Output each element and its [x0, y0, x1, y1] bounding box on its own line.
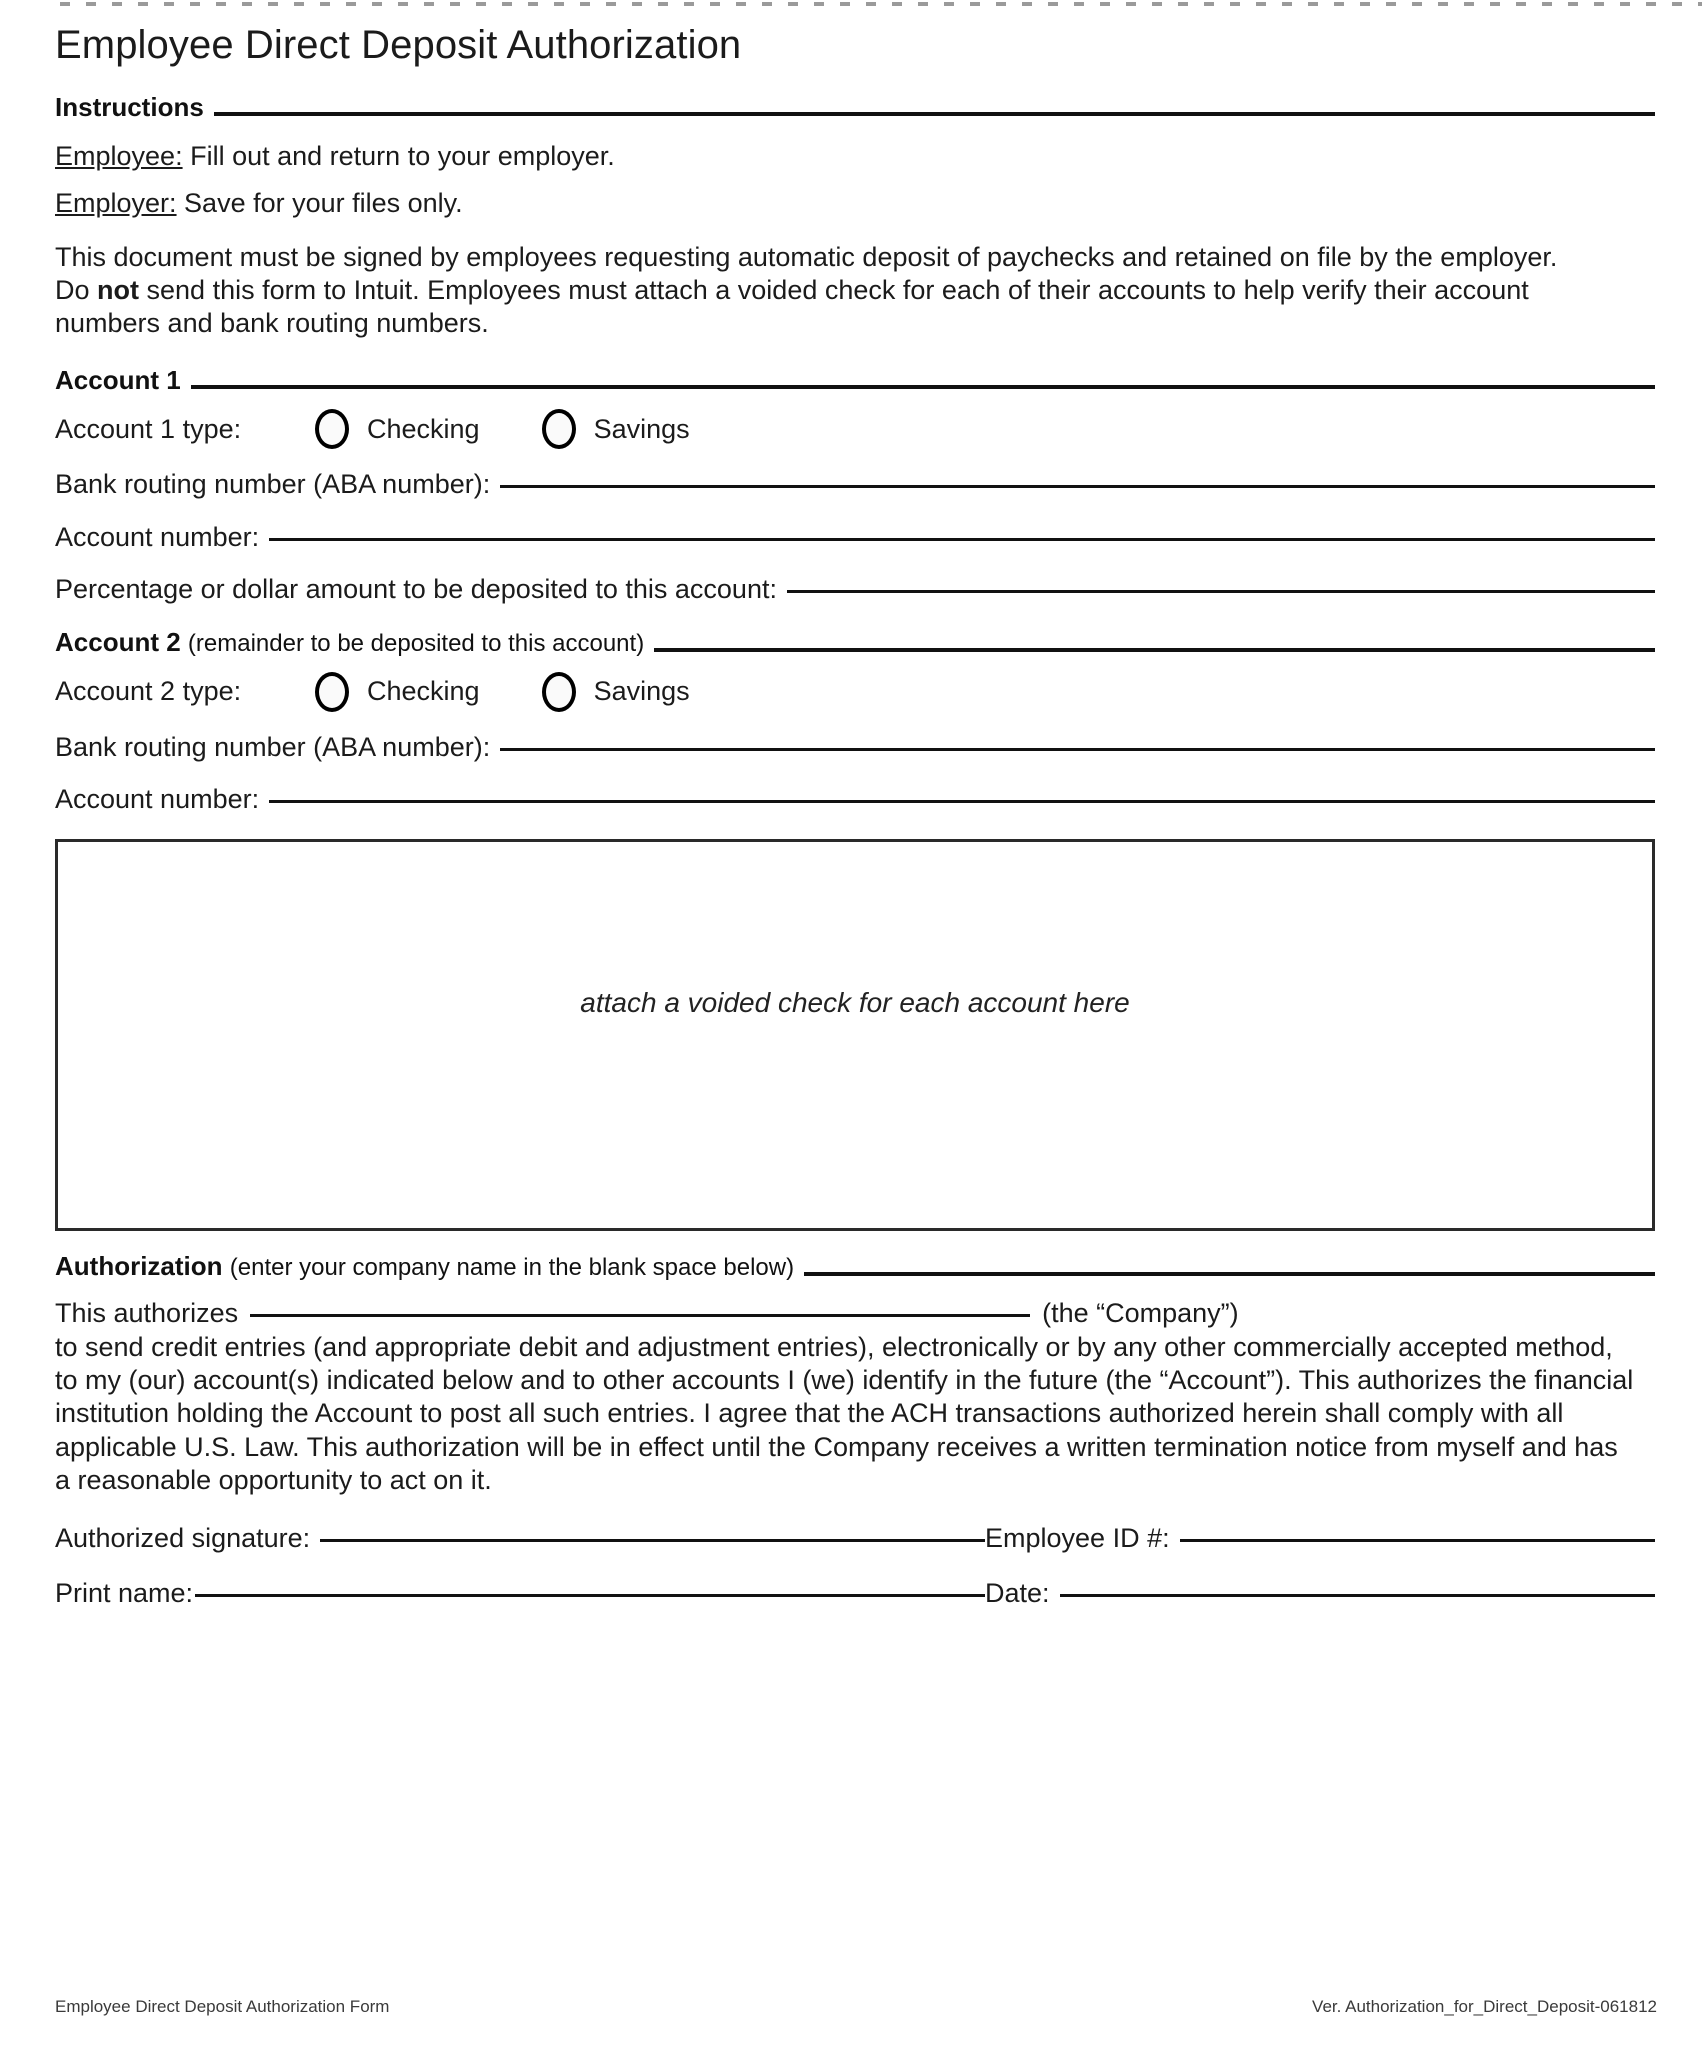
account1-amount-label: Percentage or dollar amount to be deposited to this account:: [55, 574, 777, 605]
authorization-company-suffix: (the “Company”): [1042, 1298, 1239, 1329]
employee-instruction-line: [55, 140, 1615, 173]
print-name-label: Print name:: [55, 1578, 194, 1609]
account2-number-row: [55, 782, 1655, 817]
employee-id-input-line[interactable]: [1180, 1539, 1655, 1542]
voided-check-hint: attach a voided check for each account here: [580, 987, 1130, 1019]
document-content: [55, 0, 1655, 1609]
radio-icon[interactable]: [315, 409, 349, 449]
account2-number-label: Account number:: [55, 784, 260, 815]
account2-checking-label: Checking: [367, 676, 480, 707]
authorized-signature-input-line[interactable]: [320, 1539, 985, 1542]
account2-routing-input-line[interactable]: [500, 748, 1655, 751]
voided-check-attach-area[interactable]: [55, 839, 1655, 1231]
instructions-body-paragraph: [55, 241, 1595, 339]
footer-right-text: Ver. Authorization_for_Direct_Deposit-061812: [1312, 1997, 1657, 2016]
authorization-section-header: [55, 1253, 1655, 1280]
instructions-body-part2: send this form to Intuit. Employees must attach a voided check for each of their accounts to help verify their account numbers and bank routing numbers.: [55, 274, 1529, 338]
account2-type-row: [55, 672, 1655, 712]
page-title: Employee Direct Deposit Authorization: [55, 23, 742, 67]
date-field: [985, 1578, 1655, 1609]
instructions-section-header: [55, 94, 1655, 120]
account1-savings-option[interactable]: [542, 409, 690, 449]
authorization-heading-wrap: [55, 1253, 794, 1280]
authorized-signature-field: [55, 1523, 985, 1554]
account1-type-row: [55, 409, 1655, 449]
authorization-heading: Authorization: [55, 1251, 223, 1282]
account2-type-label: Account 2 type:: [55, 676, 242, 707]
radio-icon[interactable]: [315, 672, 349, 712]
employee-instruction-label: Employee:: [55, 141, 183, 171]
company-name-input-line[interactable]: [250, 1314, 1030, 1317]
print-name-field: [55, 1578, 985, 1609]
signature-row: [55, 1523, 1655, 1554]
authorization-body-paragraph: to send credit entries (and appropriate debit and adjustment entries), electronically or by any other commercially accepted method, to my (our) account(s) indicated below and to other accounts I (we) identify in the future (the “Account”). This authorizes the financial institution holding the Account to post all such entries. I agree that the ACH transactions authorized herein shall comply with all applicable U.S. Law. This authorization will be in effect until the Company receives a written termination notice from myself and has a reasonable opportunity to act on it.: [55, 1332, 1634, 1495]
account2-checking-option[interactable]: [315, 672, 480, 712]
account1-routing-row: [55, 467, 1655, 502]
account2-heading: Account 2: [55, 626, 181, 657]
radio-icon[interactable]: [542, 672, 576, 712]
employee-instruction-text: Fill out and return to your employer.: [182, 141, 615, 171]
account2-heading-wrap: [55, 626, 645, 657]
account1-amount-input-line[interactable]: [787, 590, 1655, 593]
account2-routing-label: Bank routing number (ABA number):: [55, 731, 491, 762]
instructions-heading-rule: [214, 112, 1655, 116]
employer-instruction-line: [55, 187, 1615, 220]
page-footer: [55, 1997, 1657, 2017]
authorization-heading-note: (enter your company name in the blank space below): [229, 1254, 795, 1282]
authorized-signature-label: Authorized signature:: [55, 1523, 311, 1554]
account2-routing-row: [55, 730, 1655, 765]
employer-instruction-label: Employer:: [55, 187, 177, 218]
account1-heading-rule: [191, 385, 1655, 389]
employee-id-label: Employee ID #:: [985, 1523, 1170, 1554]
authorization-company-row: [55, 1298, 1655, 1329]
authorization-lead-in: This authorizes: [55, 1298, 239, 1329]
account1-section-header: [55, 365, 1655, 396]
account2-number-input-line[interactable]: [269, 800, 1655, 803]
account1-savings-label: Savings: [593, 413, 690, 444]
instructions-heading: Instructions: [55, 92, 204, 122]
account2-heading-note: (remainder to be deposited to this account): [187, 629, 645, 657]
account1-routing-input-line[interactable]: [500, 485, 1655, 488]
account1-checking-option[interactable]: [315, 409, 480, 449]
account1-checking-label: Checking: [367, 413, 480, 444]
account2-savings-option[interactable]: [542, 672, 690, 712]
account2-heading-rule: [654, 648, 1655, 652]
employee-id-field: [985, 1523, 1655, 1554]
account1-type-label: Account 1 type:: [55, 413, 242, 444]
authorization-heading-rule: [804, 1272, 1655, 1276]
account1-amount-row: [55, 572, 1655, 607]
date-input-line[interactable]: [1060, 1594, 1655, 1597]
account2-section-header: [55, 626, 1655, 657]
date-label: Date:: [985, 1578, 1050, 1609]
account2-savings-label: Savings: [593, 676, 690, 707]
employer-instruction-text: Save for your files only.: [176, 187, 463, 218]
footer-left-text: Employee Direct Deposit Authorization Form: [55, 1997, 390, 2016]
print-name-row: [55, 1578, 1655, 1609]
instructions-body-bold: not: [97, 274, 140, 305]
account1-heading: Account 1: [55, 365, 181, 396]
account1-number-input-line[interactable]: [269, 538, 1655, 541]
account1-routing-label: Bank routing number (ABA number):: [55, 469, 491, 500]
account1-number-label: Account number:: [55, 521, 260, 552]
print-name-input-line[interactable]: [195, 1594, 985, 1597]
account1-number-row: [55, 520, 1655, 555]
instructions-body-part1: This document must be signed by employees requesting automatic deposit of paychecks and retained on file by the employer. Do: [55, 242, 1558, 305]
radio-icon[interactable]: [542, 409, 576, 449]
